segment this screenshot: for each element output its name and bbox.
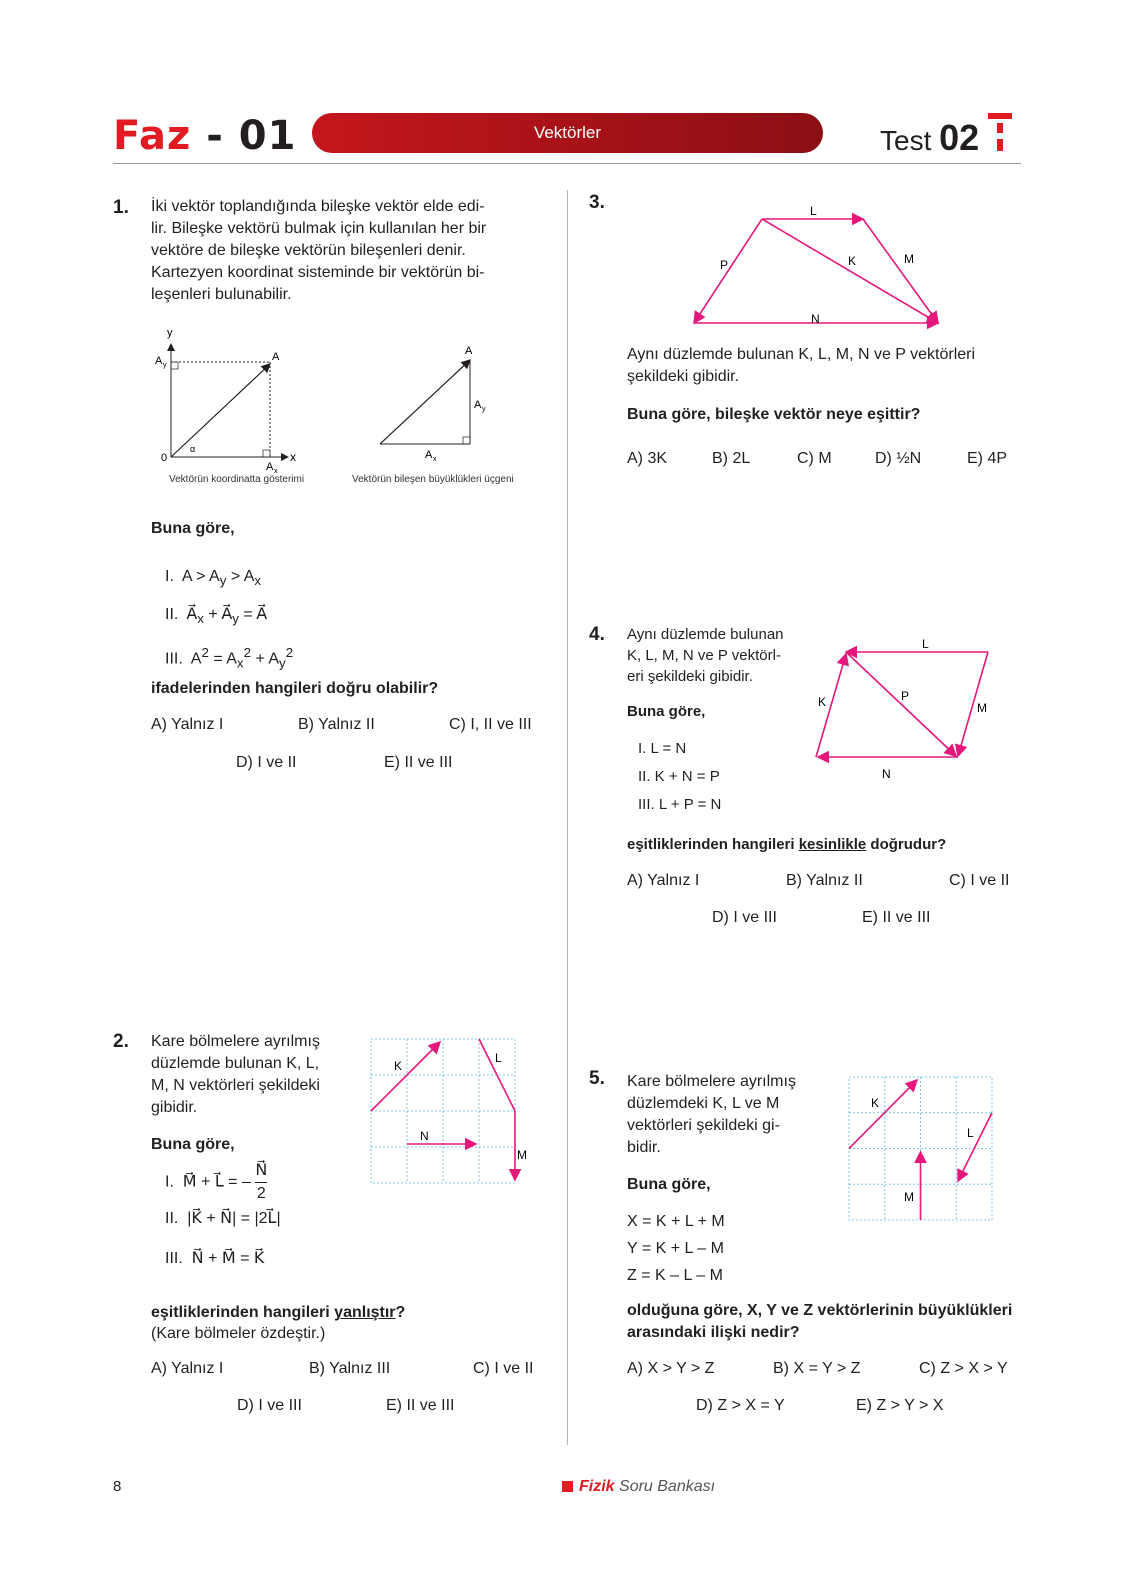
q1-buna: Buna göre,	[151, 520, 235, 537]
q2-statement-1: I. M⃗ + L⃗ = – $\frac{N⃗}{2}$	[165, 1162, 268, 1202]
q2-intro-line: Kare bölmelere ayrılmış	[151, 1033, 320, 1050]
q2-option-e[interactable]: E) II ve III	[386, 1397, 455, 1414]
q3-option-a[interactable]: A) 3K	[627, 450, 668, 467]
svg-text:K: K	[394, 1059, 403, 1073]
q5-option-c[interactable]: C) Z > X > Y	[919, 1360, 1008, 1377]
svg-text:M: M	[517, 1148, 527, 1162]
svg-text:N: N	[420, 1129, 429, 1143]
q4-intro-line: K, L, M, N ve P vektörl-	[627, 647, 781, 664]
q2-intro-line: düzlemde bulunan K, L,	[151, 1055, 320, 1072]
svg-text:N: N	[882, 767, 891, 781]
q3-option-e[interactable]: E) 4P	[967, 450, 1008, 467]
q5-equations	[627, 1208, 725, 1289]
q4-statement: I. L = N	[638, 740, 687, 757]
q3-figure	[690, 195, 950, 330]
q3-option-b[interactable]: B) 2L	[712, 450, 751, 467]
faz-logo: Faz - 01	[113, 113, 297, 159]
q1-statement-1: I. $A > A_y > A_x$	[165, 568, 262, 589]
q5-intro-line: vektörleri şekildeki gi-	[627, 1117, 780, 1134]
svg-text:K: K	[871, 1096, 880, 1110]
svg-text:L: L	[810, 204, 817, 218]
q1-number: 1.	[113, 197, 129, 218]
q1-question: ifadelerinden hangileri doğru olabilir?	[151, 680, 439, 697]
svg-text:x: x	[290, 450, 296, 464]
q2-buna: Buna göre,	[151, 1136, 235, 1153]
q5-equation: X = K + L + M	[627, 1213, 725, 1230]
footer-brand: Fizik Soru Bankası	[562, 1478, 715, 1496]
q2-note: (Kare bölmeler özdeştir.)	[151, 1325, 326, 1342]
q3-text-line: Aynı düzlemde bulunan K, L, M, N ve P vektörleri	[627, 346, 976, 363]
q5-intro	[627, 1071, 796, 1159]
q5-option-d[interactable]: D) Z > X = Y	[696, 1397, 785, 1414]
q1-statement-3: III. $A^2 = A_x^2 + A_y^2$	[165, 645, 294, 671]
q1-caption-1: Vektörün koordinatta gösterimi	[169, 474, 305, 485]
q4-question: eşitliklerinden hangileri kesinlikle doğrudur?	[627, 836, 947, 853]
q5-grid-figure	[846, 1074, 996, 1224]
svg-text:N: N	[811, 312, 820, 326]
svg-text:A: A	[155, 355, 163, 367]
q3-text	[627, 344, 975, 388]
q1-statement-2: II. $A⃗_x$ + $A⃗_y$ = A⃗	[165, 606, 268, 627]
svg-text:L: L	[495, 1051, 502, 1065]
q2-statements	[165, 1160, 281, 1270]
svg-text:α: α	[190, 444, 196, 454]
q4-statements	[638, 735, 721, 819]
q2-intro-line: gibidir.	[151, 1099, 198, 1116]
q4-figure	[810, 632, 1010, 782]
q4-intro	[627, 624, 784, 687]
test-label: Test 02	[880, 117, 980, 158]
q3-option-d[interactable]: D) ½N	[875, 450, 922, 467]
svg-text:A: A	[272, 351, 280, 363]
q2-statement-3: III. N⃗ + M⃗ = K⃗	[165, 1250, 265, 1267]
q4-option-e[interactable]: E) II ve III	[862, 909, 931, 926]
svg-text:M: M	[904, 252, 914, 266]
column-divider	[567, 190, 568, 1445]
q4-option-a[interactable]: A) Yalnız I	[627, 872, 700, 889]
q3-number: 3.	[589, 192, 605, 213]
q1-caption-2: Vektörün bileşen büyüklükleri üçgeni	[352, 474, 514, 485]
svg-text:K: K	[818, 695, 827, 709]
q3-question: Buna göre, bileşke vektör neye eşittir?	[627, 406, 921, 423]
q4-statement: III. L + P = N	[638, 796, 722, 813]
q1-intro-line: İki vektör toplandığında bileşke vektör elde edi-	[151, 198, 485, 215]
q5-equation: Z = K – L – M	[627, 1267, 723, 1284]
q1-intro	[151, 196, 533, 306]
q5-buna: Buna göre,	[627, 1176, 711, 1193]
q4-option-d[interactable]: D) I ve III	[712, 909, 777, 926]
q5-option-b[interactable]: B) X = Y > Z	[773, 1360, 861, 1377]
q2-statement-2: II. |K⃗ + N⃗| = |2L⃗|	[165, 1210, 281, 1227]
q2-number: 2.	[113, 1031, 129, 1052]
page-number: 8	[113, 1478, 122, 1495]
q4-intro-line: Aynı düzlemde bulunan	[627, 626, 784, 643]
svg-text:P: P	[720, 258, 729, 272]
svg-text:L: L	[967, 1126, 974, 1140]
q5-question-line: olduğuna göre, X, Y ve Z vektörlerinin büyüklükleri	[627, 1302, 1013, 1319]
q1-option-e[interactable]: E) II ve III	[384, 754, 453, 771]
svg-text:M: M	[904, 1190, 914, 1204]
brand-mark-icon	[988, 113, 1012, 153]
q5-option-a[interactable]: A) X > Y > Z	[627, 1360, 715, 1377]
q5-question-line: arasındaki ilişki nedir?	[627, 1324, 800, 1341]
svg-text:0: 0	[161, 452, 168, 464]
q1-intro-line: lir. Bileşke vektörü bulmak için kullanılan her bir	[151, 220, 487, 237]
q4-buna: Buna göre,	[627, 703, 706, 720]
q1-intro-line: leşenleri bulunabilir.	[151, 286, 292, 303]
svg-text:A: A	[474, 399, 482, 411]
q1-intro-line: vektöre de bileşke vektörün bileşenleri denir.	[151, 242, 466, 259]
svg-text:L: L	[922, 637, 929, 651]
q3-text-line: şekildeki gibidir.	[627, 368, 740, 385]
q2-option-d[interactable]: D) I ve III	[237, 1397, 302, 1414]
q2-intro	[151, 1031, 320, 1119]
q2-option-b[interactable]: B) Yalnız III	[309, 1360, 391, 1377]
q5-number: 5.	[589, 1068, 605, 1089]
q1-option-c[interactable]: C) I, II ve III	[449, 716, 532, 733]
svg-text:A: A	[465, 345, 473, 357]
svg-text:y: y	[482, 406, 486, 413]
q5-question	[627, 1300, 1012, 1344]
q4-statement: II. K + N = P	[638, 768, 720, 785]
header-divider	[113, 163, 1021, 164]
q1-statements	[165, 560, 293, 681]
q4-option-b[interactable]: B) Yalnız II	[786, 872, 863, 889]
svg-text:y: y	[167, 327, 173, 339]
svg-text:A: A	[425, 449, 433, 461]
q2-option-c[interactable]: C) I ve II	[473, 1360, 534, 1377]
q2-grid-figure	[368, 1036, 538, 1186]
svg-text:M: M	[977, 701, 987, 715]
q2-option-a[interactable]: A) Yalnız I	[151, 1360, 224, 1377]
svg-text:A: A	[266, 461, 274, 473]
footer-square-icon	[562, 1481, 573, 1492]
q2-intro-line: M, N vektörleri şekildeki	[151, 1077, 320, 1094]
q5-intro-line: Kare bölmelere ayrılmış	[627, 1073, 796, 1090]
q5-intro-line: düzlemdeki K, L ve M	[627, 1095, 780, 1112]
svg-text:x: x	[274, 468, 278, 475]
svg-text:P: P	[901, 689, 910, 703]
q5-intro-line: bidir.	[627, 1139, 661, 1156]
q4-number: 4.	[589, 624, 605, 645]
q4-option-c[interactable]: C) I ve II	[949, 872, 1010, 889]
q3-option-c[interactable]: C) M	[797, 450, 832, 467]
q1-option-d[interactable]: D) I ve II	[236, 754, 297, 771]
svg-text:K: K	[848, 254, 857, 268]
q4-intro-line: eri şekildeki gibidir.	[627, 668, 753, 685]
q2-question: eşitliklerinden hangileri yanlıştır?	[151, 1304, 406, 1321]
svg-text:y: y	[163, 362, 167, 369]
chapter-title-banner: Vektörler	[312, 113, 823, 153]
svg-text:x: x	[433, 456, 437, 463]
q1-figure	[150, 322, 540, 492]
q1-option-a[interactable]: A) Yalnız I	[151, 716, 224, 733]
q5-option-e[interactable]: E) Z > Y > X	[856, 1397, 944, 1414]
q1-option-b[interactable]: B) Yalnız II	[298, 716, 375, 733]
q5-equation: Y = K + L – M	[627, 1240, 724, 1257]
q1-intro-line: Kartezyen koordinat sisteminde bir vektörün bi-	[151, 264, 485, 281]
